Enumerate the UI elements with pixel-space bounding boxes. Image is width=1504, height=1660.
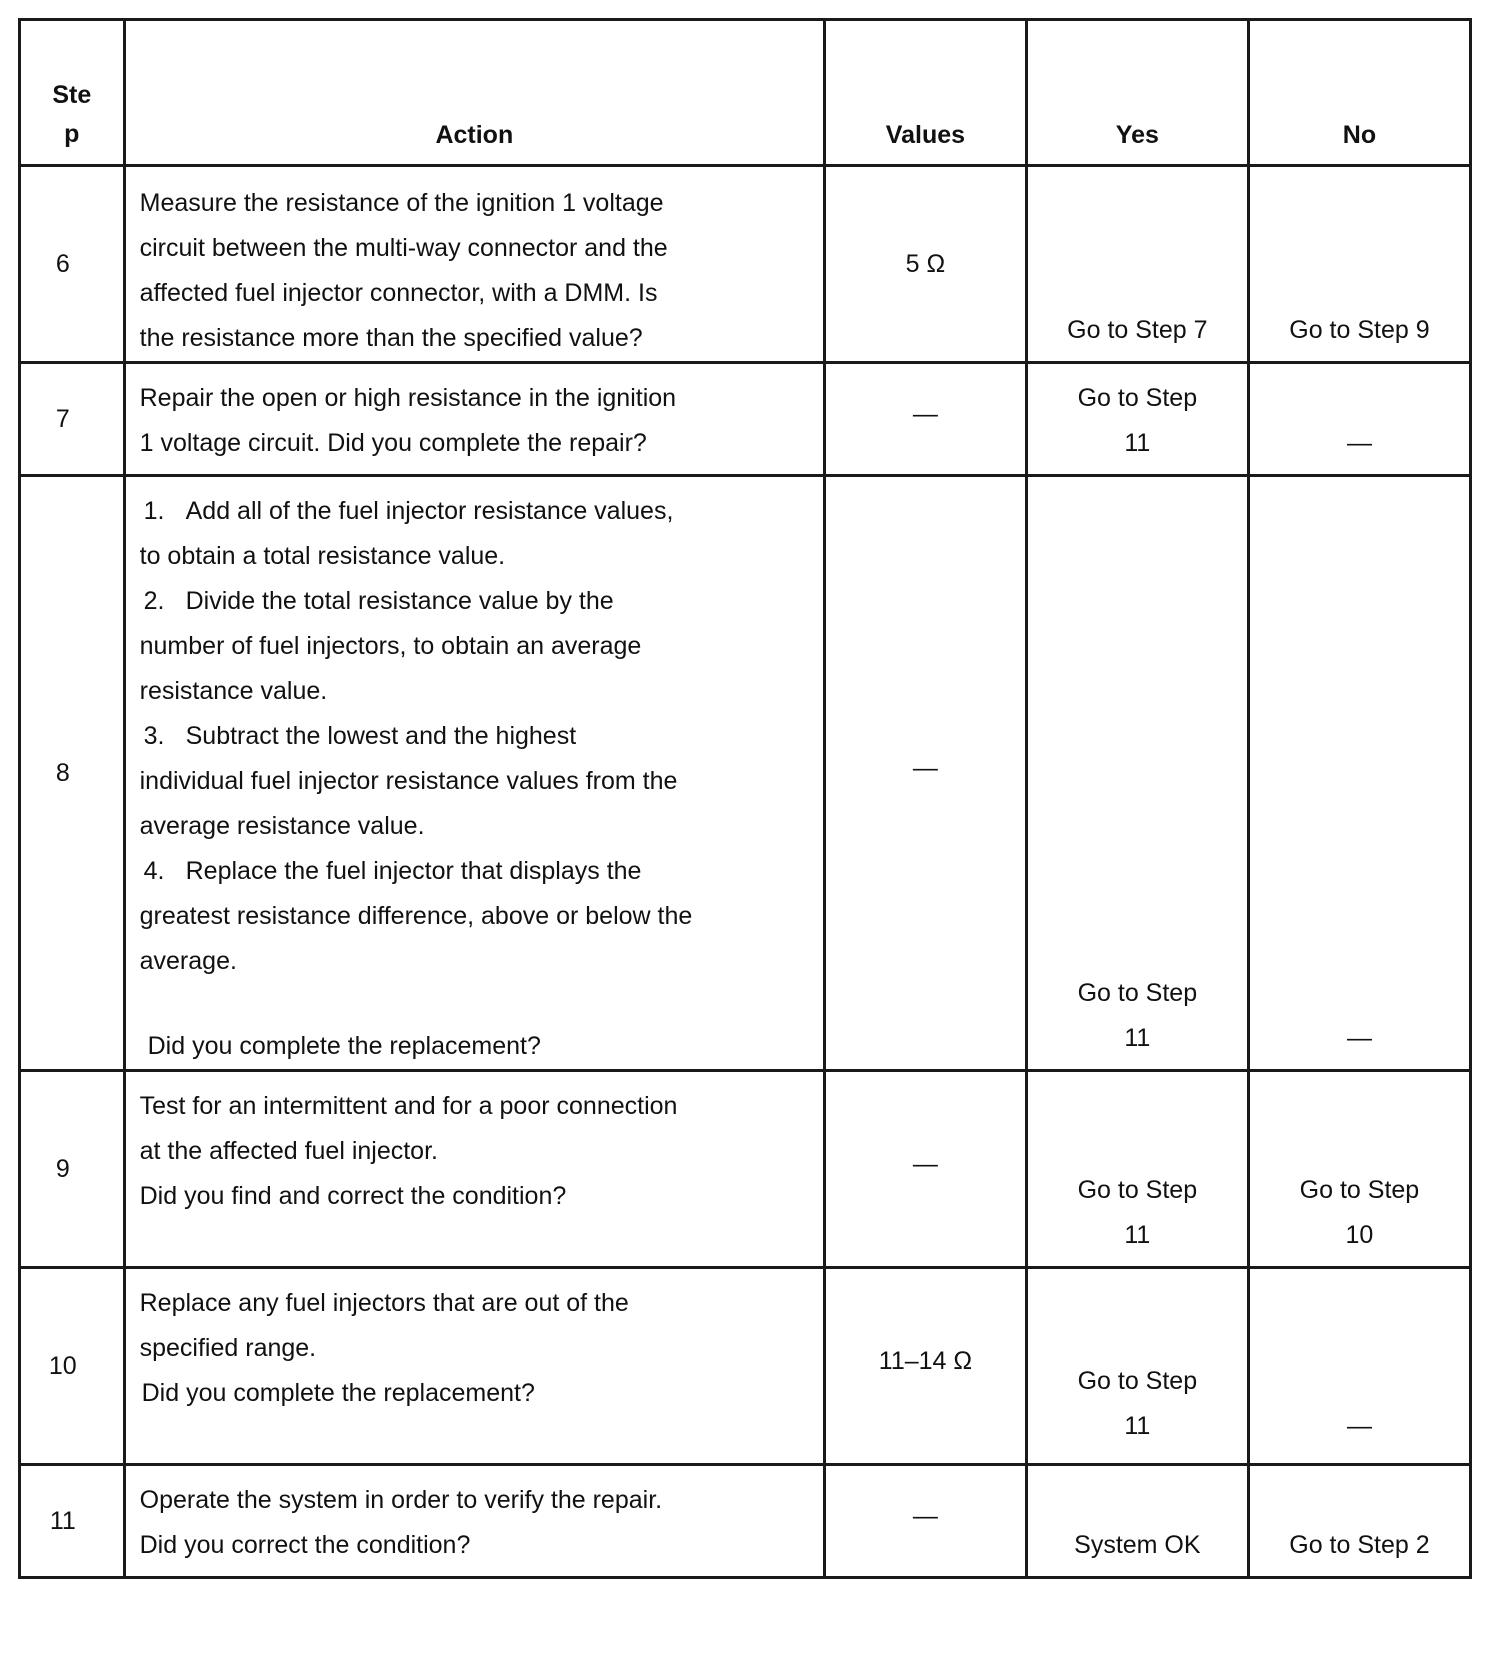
header-row	[20, 20, 1471, 166]
action-text: Divide the total resistance value by the	[185, 587, 614, 615]
action-text: circuit between the multi-way connector and the	[139, 234, 668, 262]
yes-cell	[1026, 1268, 1248, 1465]
action-text: Replace any fuel injectors that are out of the	[139, 1289, 629, 1317]
yes-text: Go to Step	[1077, 384, 1198, 412]
action-text: resistance value.	[139, 677, 328, 705]
yes-text: 11	[1124, 1221, 1151, 1249]
value-cell: —	[825, 363, 1027, 476]
header-no: No	[1248, 20, 1470, 166]
yes-cell	[1026, 476, 1248, 1071]
yes-text: 11	[1124, 1024, 1151, 1052]
list-number: 3.	[143, 722, 165, 750]
action-cell	[124, 1465, 824, 1578]
table-row	[20, 1465, 1471, 1578]
step-number: 11	[20, 1465, 125, 1578]
action-text: greatest resistance difference, above or below the	[139, 902, 693, 930]
list-item	[140, 489, 811, 579]
action-text: Test for an intermittent and for a poor connection	[139, 1092, 678, 1120]
header-yes: Yes	[1026, 20, 1248, 166]
value-cell: —	[825, 1071, 1027, 1268]
no-cell: —	[1248, 363, 1470, 476]
yes-text: Go to Step	[1077, 1176, 1198, 1204]
action-cell	[124, 166, 824, 363]
header-step: Step	[20, 20, 125, 166]
diagnostic-table	[18, 18, 1472, 1579]
action-text: Subtract the lowest and the highest	[185, 722, 577, 750]
action-text: Repair the open or high resistance in the ignition	[139, 384, 677, 412]
yes-cell: System OK	[1026, 1465, 1248, 1578]
action-text: to obtain a total resistance value.	[139, 542, 506, 570]
action-text: Replace the fuel injector that displays the	[185, 857, 642, 885]
value-cell: —	[825, 476, 1027, 1071]
step-number: 10	[20, 1268, 125, 1465]
question-text: Did you complete the replacement?	[141, 1379, 535, 1407]
header-action: Action	[124, 20, 824, 166]
value-cell: 5 Ω	[825, 166, 1027, 363]
table-row	[20, 166, 1471, 363]
no-cell: —	[1248, 1268, 1470, 1465]
yes-text: 11	[1124, 429, 1151, 457]
step-number: 8	[20, 476, 125, 1071]
action-cell	[124, 1071, 824, 1268]
question-text: Did you find and correct the condition?	[139, 1182, 567, 1210]
no-cell: Go to Step 9	[1248, 166, 1470, 363]
table-row	[20, 363, 1471, 476]
header-values: Values	[825, 20, 1027, 166]
step-number: 6	[20, 166, 125, 363]
action-text: individual fuel injector resistance values from the	[139, 767, 678, 795]
value-cell: 11–14 Ω	[825, 1268, 1027, 1465]
action-text: specified range.	[139, 1334, 317, 1362]
table-row	[20, 1071, 1471, 1268]
action-cell	[124, 363, 824, 476]
action-text: average resistance value.	[139, 812, 425, 840]
action-text: affected fuel injector connector, with a DMM. Is	[139, 279, 658, 307]
list-item	[140, 714, 811, 849]
yes-cell	[1026, 363, 1248, 476]
step-number: 7	[20, 363, 125, 476]
action-text: average.	[139, 947, 237, 975]
action-cell	[124, 1268, 824, 1465]
action-text: Measure the resistance of the ignition 1 voltage	[139, 189, 664, 217]
value-cell: —	[825, 1465, 1027, 1578]
list-item	[140, 579, 811, 714]
table-row	[20, 476, 1471, 1071]
question-text: Did you complete the replacement?	[147, 1032, 541, 1060]
action-text: 1 voltage circuit. Did you complete the repair?	[139, 429, 647, 457]
list-number: 1.	[143, 497, 165, 525]
no-text: Go to Step	[1299, 1176, 1420, 1204]
action-text: Add all of the fuel injector resistance values,	[185, 497, 674, 525]
action-text: the resistance more than the specified value?	[139, 324, 643, 352]
yes-text: Go to Step	[1077, 979, 1198, 1007]
step-number: 9	[20, 1071, 125, 1268]
action-cell	[124, 476, 824, 1071]
action-text: Did you correct the condition?	[139, 1531, 471, 1559]
list-number: 4.	[143, 857, 165, 885]
action-text: at the affected fuel injector.	[139, 1137, 438, 1165]
no-cell	[1248, 1071, 1470, 1268]
yes-cell: Go to Step 7	[1026, 166, 1248, 363]
yes-text: Go to Step	[1077, 1367, 1198, 1395]
no-cell: Go to Step 2	[1248, 1465, 1470, 1578]
action-text: Operate the system in order to verify the repair.	[139, 1486, 663, 1514]
yes-cell	[1026, 1071, 1248, 1268]
list-number: 2.	[143, 587, 165, 615]
table-row	[20, 1268, 1471, 1465]
no-text: 10	[1345, 1221, 1374, 1249]
action-text: number of fuel injectors, to obtain an average	[139, 632, 642, 660]
yes-text: 11	[1124, 1412, 1151, 1440]
list-item	[140, 849, 811, 984]
no-cell: —	[1248, 476, 1470, 1071]
